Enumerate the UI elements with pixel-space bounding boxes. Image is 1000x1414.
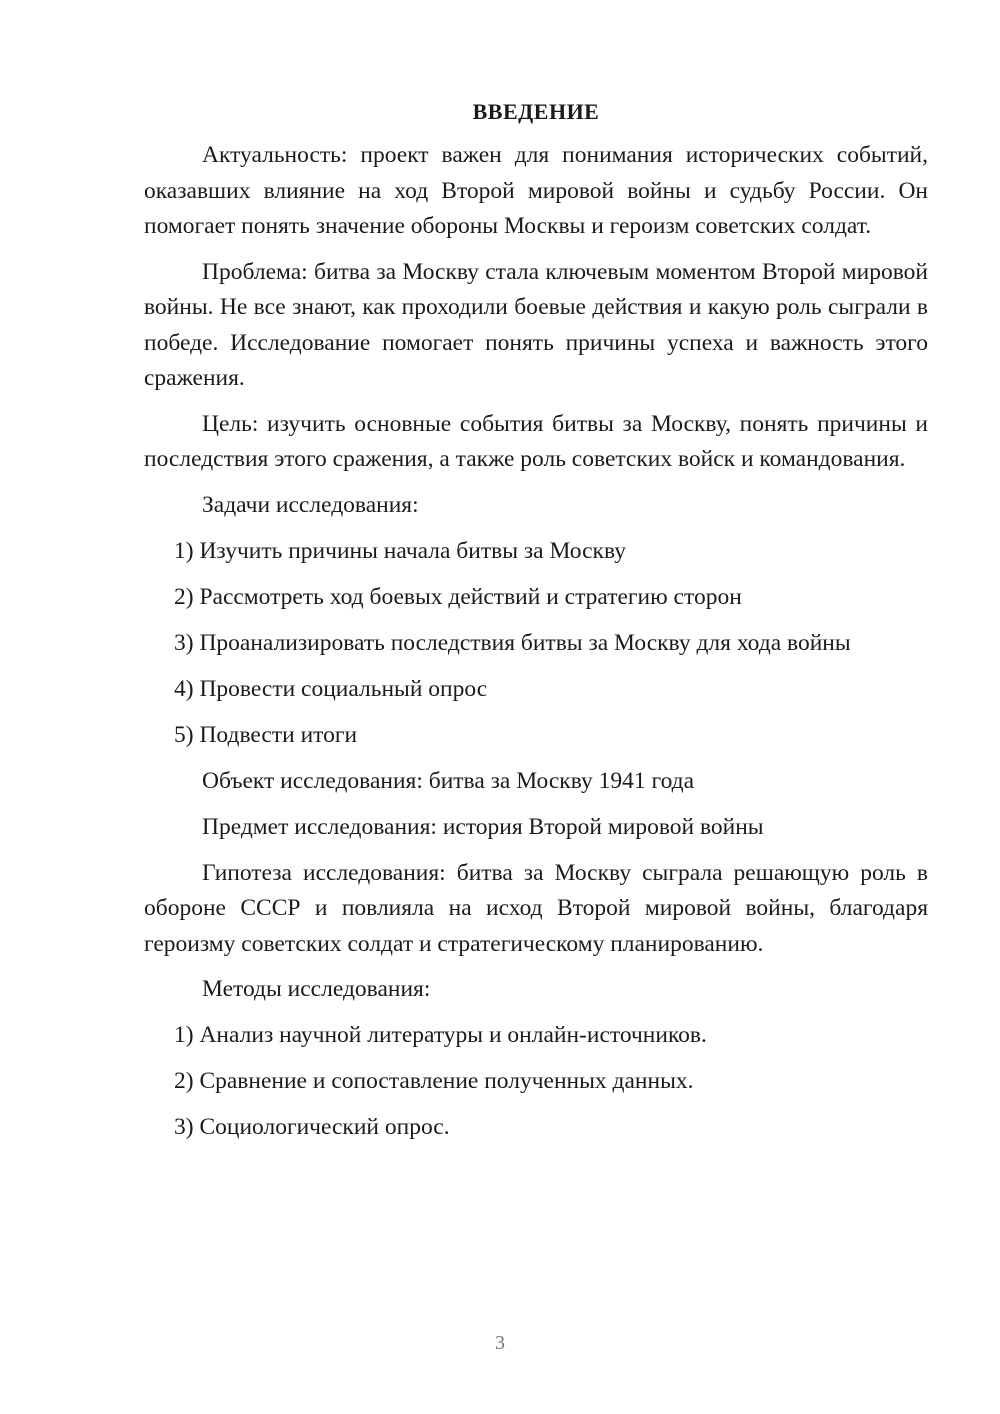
task-item: 5) Подвести итоги <box>174 721 358 748</box>
task-item: 4) Провести социальный опрос <box>174 675 488 702</box>
goal-paragraph: Цель: изучить основные события битвы за Москву, понять причины и последствия этого сражения, а также роль советских войск и командования. <box>144 410 928 472</box>
method-item: 1) Анализ научной литературы и онлайн-источников. <box>174 1022 707 1048</box>
methods-label: Методы исследования: <box>202 976 431 1002</box>
method-item: 3) Социологический опрос. <box>174 1114 450 1140</box>
task-item: 2) Рассмотреть ход боевых действий и стратегию сторон <box>174 583 742 610</box>
task-item: 3) Проанализировать последствия битвы за Москву для хода войны <box>174 629 851 656</box>
tasks-label: Задачи исследования: <box>202 491 419 518</box>
tasks-list <box>144 534 928 754</box>
document-body <box>144 96 928 1156</box>
hypothesis-paragraph: Гипотеза исследования: битва за Москву сыграла решающую роль в обороне СССР и повлияла на исход Второй мировой войны, благодаря героизму советских солдат и стратегическому планированию. <box>144 859 928 957</box>
object-line: Объект исследования: битва за Москву 1941 года <box>202 767 695 794</box>
task-item: 1) Изучить причины начала битвы за Москву <box>174 537 626 564</box>
relevance-paragraph: Актуальность: проект важен для понимания исторических событий, оказавших влияние на ход Второй мировой войны и судьбу России. Он помогает понять значение обороны Москвы и героизм советских солдат. <box>144 142 928 239</box>
methods-list <box>144 1018 928 1146</box>
page-number: 3 <box>495 1332 505 1354</box>
subject-line: Предмет исследования: история Второй мировой войны <box>202 813 764 840</box>
section-heading: ВВЕДЕНИЕ <box>472 99 600 124</box>
problem-paragraph: Проблема: битва за Москву стала ключевым моментом Второй мировой войны. Не все знают, как проходили боевые действия и какую роль сыграли в победе. Исследование помогает понять причины успеха и важность этого сражения. <box>144 258 928 391</box>
method-item: 2) Сравнение и сопоставление полученных данных. <box>174 1068 694 1094</box>
